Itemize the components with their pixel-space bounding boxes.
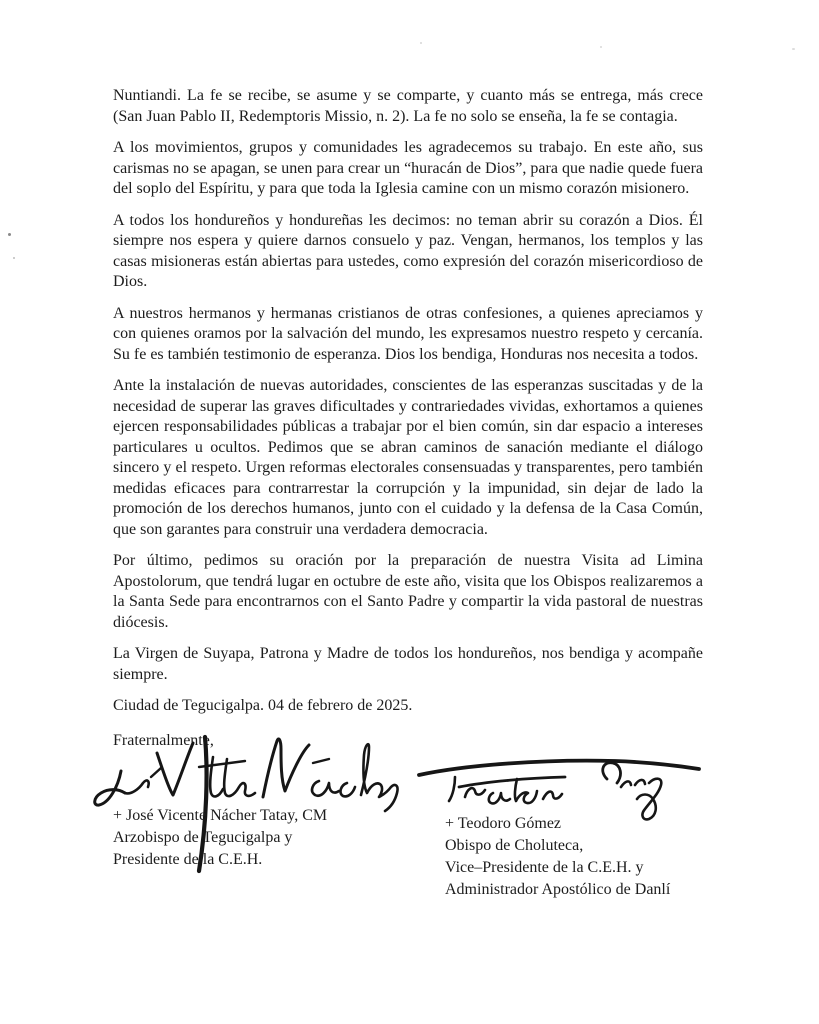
scan-speck (420, 42, 422, 44)
scan-speck (792, 48, 795, 50)
letter-paragraph: A todos los hondureños y hondureñas les decimos: no teman abrir su corazón a Dios. Él siempre nos espera y quiere darnos consuelo y paz. Vengan, hermanos, los templos y las casas misioneras están abiertas para ustedes, como expresión del corazón misericordioso de Dios. (113, 211, 703, 290)
signer-title: Presidente de la C.E.H. (113, 851, 263, 868)
letter-paragraph: Nuntiandi. La fe se recibe, se asume y se comparte, y cuanto más se entrega, más crece (San Juan Pablo II, Redemptoris Missio, n. 2). La fe no solo se enseña, la fe se contagia. (113, 87, 703, 125)
signer-title: Vice–Presidente de la C.E.H. y (445, 859, 644, 876)
signer-title: Obispo de Choluteca, (445, 837, 584, 854)
closing-salutation: Fraternalmente, (113, 731, 214, 749)
letter-dateline: Ciudad de Tegucigalpa. 04 de febrero de 2025. (113, 697, 413, 714)
scan-speck (13, 257, 15, 259)
signature-left (113, 751, 445, 871)
signer-name: + José Vicente Nácher Tatay, CM (113, 807, 328, 824)
typed-signature (113, 805, 445, 871)
signature-block (113, 751, 703, 901)
letter-body (113, 86, 703, 901)
scan-speck (8, 233, 11, 236)
signer-title: Administrador Apostólico de Danlí (445, 881, 671, 898)
letter-paragraph: La Virgen de Suyapa, Patrona y Madre de todos los hondureños, nos bendiga y acompañe siempre. (113, 645, 703, 683)
letter-paragraph: Ante la instalación de nuevas autoridades, conscientes de las esperanzas suscitadas y de la necesidad de superar las graves dificultades y contrariedades vividas, exhortamos a quienes ejercen responsabilidades públicas a trabajar por el bien común, sin dar espacio a intereses particulares u ocultos. Pedimos que se abran caminos de sanación mediante el diálogo sincero y el respeto. Urgen reformas electorales consensuadas y transparentes, pero también medidas eficaces para contrarrestar la corrupción y la impunidad, sin dejar de lado la promoción de los derechos humanos, junto con el cuidado y la defensa de la Casa Común, que son garantes para construir una verdadera democracia. (113, 377, 703, 538)
letter-paragraph: Por último, pedimos su oración por la preparación de nuestra Visita ad Limina Apostolorum, que tendrá lugar en octubre de este año, visita que los Obispos realizaremos a la Santa Sede para encontrarnos con el Santo Padre y compartir la vida pastoral de nuestras diócesis. (113, 552, 703, 631)
signature-right (445, 751, 705, 901)
letter-paragraph: A nuestros hermanos y hermanas cristianos de otras confesiones, a quienes apreciamos y con quienes oramos por la salvación del mundo, les expresamos nuestro respeto y cercanía. Su fe es también testimonio de esperanza. Dios los bendiga, Honduras nos necesita a todos. (113, 304, 703, 363)
letter-paragraph: A los movimientos, grupos y comunidades les agradecemos su trabajo. En este año, sus carismas no se apagan, se unen para crear un “huracán de Dios”, para que nadie quede fuera del soplo del Espíritu, y para que toda la Iglesia camine con un mismo corazón misionero. (113, 139, 703, 197)
scan-speck (600, 46, 602, 48)
signer-name: + Teodoro Gómez (445, 815, 562, 832)
typed-signature (445, 813, 705, 901)
signer-title: Arzobispo de Tegucigalpa y (113, 829, 293, 846)
handwritten-signature-icon (95, 737, 405, 805)
handwritten-signature-icon (415, 745, 705, 813)
